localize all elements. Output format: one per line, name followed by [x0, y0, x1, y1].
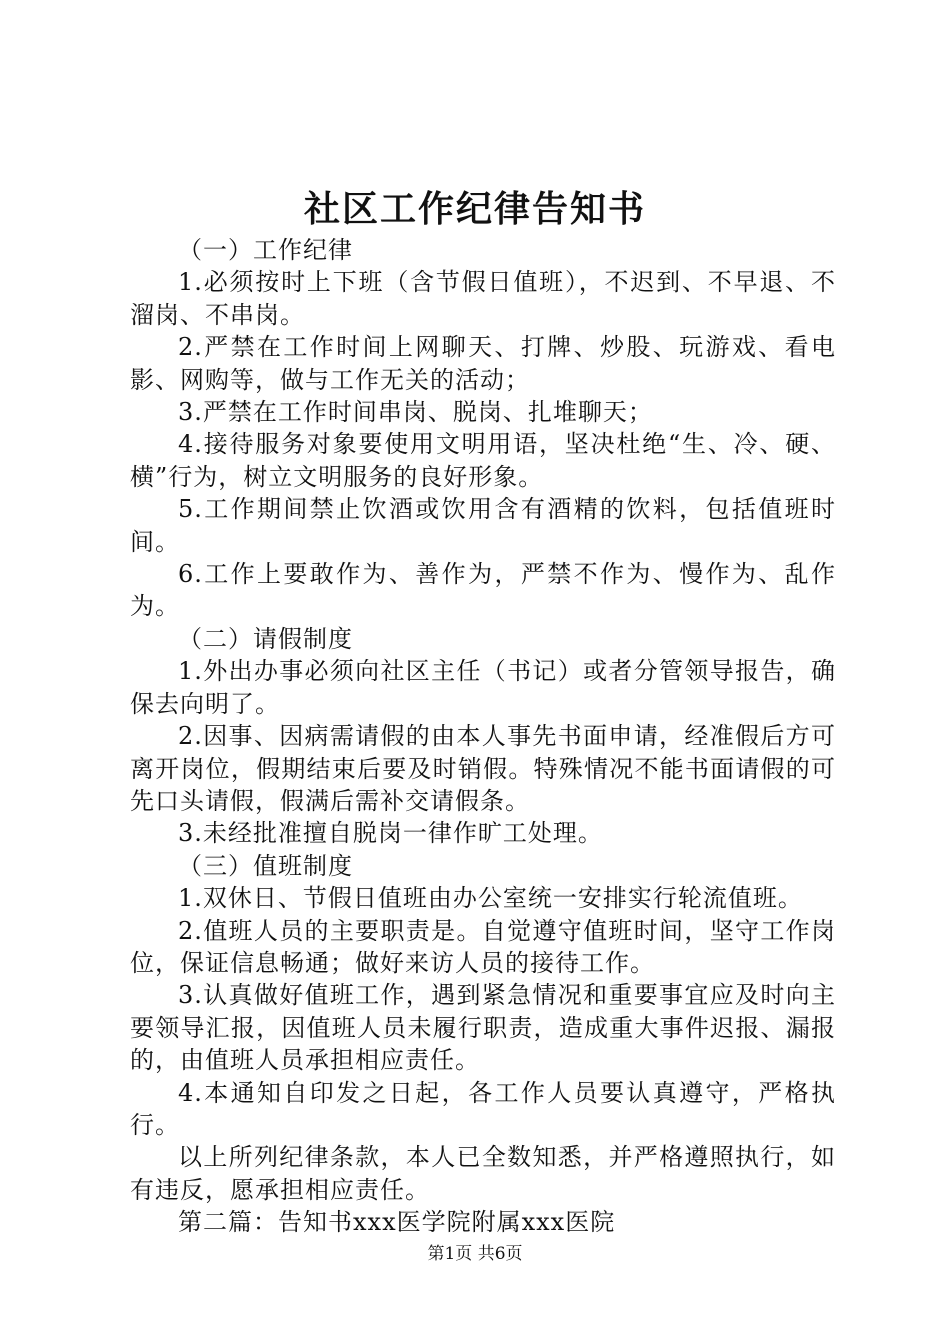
paragraph: 4.本通知自印发之日起，各工作人员要认真遵守，严格执行。: [130, 1078, 836, 1139]
page-number: 第1页 共6页: [427, 1244, 523, 1264]
paragraph: 3.认真做好值班工作，遇到紧急情况和重要事宜应及时向主要领导汇报，因值班人员未履行职责，造成重大事件迟报、漏报的，由值班人员承担相应责任。: [130, 981, 836, 1075]
paragraph: 1.双休日、节假日值班由办公室统一安排实行轮流值班。: [178, 884, 803, 913]
closing-paragraph: 以上所列纪律条款，本人已全数知悉，并严格遵照执行，如有违反，愿承担相应责任。: [130, 1143, 836, 1204]
section-heading-leave: （二）请假制度: [178, 624, 353, 653]
document-title: 社区工作纪律告知书: [303, 188, 646, 230]
section-heading-discipline: （一）工作纪律: [178, 236, 353, 264]
paragraph: 6.工作上要敢作为、善作为，严禁不作为、慢作为、乱作为。: [130, 560, 836, 621]
paragraph: 5.工作期间禁止饮酒或饮用含有酒精的饮料，包括值班时间。: [130, 495, 836, 556]
next-chapter-heading: 第二篇：告知书xxx医学院附属xxx医院: [178, 1208, 616, 1237]
section-heading-duty: （三）值班制度: [178, 851, 353, 880]
paragraph: 2.因事、因病需请假的由本人事先书面申请，经准假后方可离开岗位，假期结束后要及时销假。特殊情况不能书面请假的可先口头请假，假满后需补交请假条。: [130, 722, 836, 815]
paragraph: 3.严禁在工作时间串岗、脱岗、扎堆聊天；: [178, 398, 653, 427]
paragraph: 1.外出办事必须向社区主任（书记）或者分管领导报告，确保去向明了。: [130, 657, 836, 718]
document-body: [130, 234, 836, 1239]
paragraph: 4.接待服务对象要使用文明用语，坚决杜绝“生、冷、硬、横”行为，树立文明服务的良好形象。: [130, 430, 836, 491]
paragraph: 1.必须按时上下班（含节假日值班），不迟到、不早退、不溜岗、不串岗。: [130, 268, 836, 329]
paragraph: 2.值班人员的主要职责是。自觉遵守值班时间，坚守工作岗位，保证信息畅通；做好来访人员的接待工作。: [130, 916, 836, 977]
paragraph: 2.严禁在工作时间上网聊天、打牌、炒股、玩游戏、看电影、网购等，做与工作无关的活动；: [130, 333, 836, 394]
paragraph: 3.未经批准擅自脱岗一律作旷工处理。: [178, 819, 603, 848]
